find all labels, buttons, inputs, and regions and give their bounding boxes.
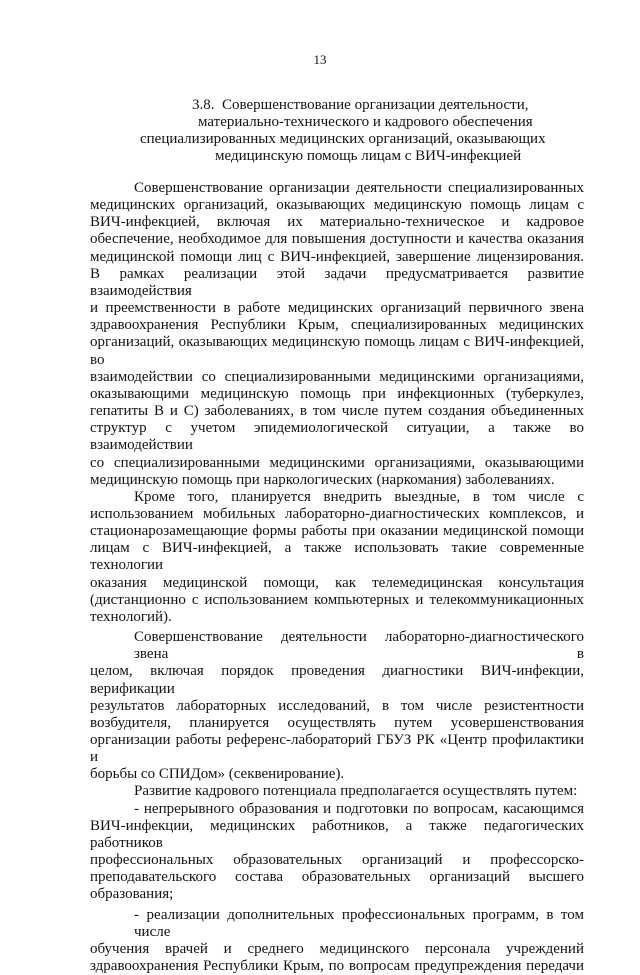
text-line: оказания медицинской помощи, как телемедицинская консультация xyxy=(90,574,584,591)
text-line: профессиональных образовательных организаций и профессорско- xyxy=(90,852,584,869)
text-line: здравоохранения Республики Крым, по вопросам предупреждения передачи xyxy=(90,958,584,975)
text-line: здравоохранения Республики Крым, специализированных медицинских xyxy=(90,317,584,334)
heading-line-2: материально-технического и кадрового обеспечения xyxy=(198,114,533,130)
text-line: медицинской помощи лиц с ВИЧ-инфекцией, завершение лицензирования. xyxy=(90,248,584,265)
text-line: Совершенствование организации деятельности специализированных xyxy=(134,180,584,196)
text-line: структур с учетом эпидемиологической ситуации, а также во взаимодействии xyxy=(90,420,584,454)
text-line: медицинскую помощь при наркологических (наркомания) заболеваниях. xyxy=(90,471,555,488)
text-line: организации работы референс-лабораторий ГБУЗ РК «Центр профилактики и xyxy=(90,732,584,766)
text-line: - реализации дополнительных профессиональных программ, в том числе xyxy=(134,906,584,940)
text-line: целом, включая порядок проведения диагностики ВИЧ-инфекции, верификации xyxy=(90,663,584,697)
heading-line-1: 3.8. Совершенствование организации деятельности, xyxy=(192,97,529,113)
text-line: ВИЧ-инфекции, медицинских работников, а также педагогических работников xyxy=(90,817,584,851)
section-heading xyxy=(140,97,596,165)
text-line: обучения врачей и среднего медицинского персонала учреждений xyxy=(90,940,584,957)
text-line: - непрерывного образования и подготовки по вопросам, касающимся xyxy=(134,800,584,817)
text-line: лицам с ВИЧ-инфекцией, а также использовать такие современные технологии xyxy=(90,540,584,574)
text-line: использованием мобильных лабораторно-диагностических комплексов, и xyxy=(90,505,584,522)
text-line: Развитие кадрового потенциала предполагается осуществлять путем: xyxy=(134,783,578,800)
paragraph-3 xyxy=(90,629,584,783)
text-line: обеспечение, необходимое для повышения доступности и качества оказания xyxy=(90,231,584,248)
heading-line-3: специализированных медицинских организаций, оказывающих xyxy=(140,131,546,147)
text-line: технологий). xyxy=(90,608,172,625)
text-line: гепатиты В и С) заболеваниях, в том числе путем создания объединенных xyxy=(90,403,584,420)
text-line: Совершенствование деятельности лабораторно-диагностического звена в xyxy=(134,629,584,663)
paragraph-6 xyxy=(90,907,584,975)
text-line: образования; xyxy=(90,886,174,903)
text-line: организаций, оказывающих медицинскую помощь лицам с ВИЧ-инфекцией, во xyxy=(90,334,584,368)
paragraph-2 xyxy=(90,489,584,626)
text-line: и преемственности в работе медицинских организаций первичного звена xyxy=(90,300,584,317)
heading-number: 3.8. xyxy=(192,97,215,113)
paragraph-5 xyxy=(90,801,584,904)
text-line: оказывающими медицинскую помощь при инфекционных (туберкулез, xyxy=(90,385,584,402)
text-line: результатов лабораторных исследований, в том числе резистентности xyxy=(90,697,584,714)
text-line: ВИЧ-инфекцией, включая их материально-техническое и кадровое xyxy=(90,214,584,231)
text-line: со специализированными медицинскими организациями, оказывающими xyxy=(90,454,584,471)
text-line: медицинских организаций, оказывающих медицинскую помощь лицам с xyxy=(90,197,584,214)
heading-line-4: медицинскую помощь лицам с ВИЧ-инфекцией xyxy=(215,148,522,164)
text-line: Кроме того, планируется внедрить выездные, в том числе с xyxy=(134,488,584,505)
text-line: борьбы со СПИДом» (секвенирование). xyxy=(90,766,345,783)
text-line: преподавательского состава образовательных организаций высшего xyxy=(90,869,584,886)
text-line: взаимодействии со специализированными медицинскими организациями, xyxy=(90,368,584,385)
document-body xyxy=(90,180,584,975)
paragraph-1 xyxy=(90,180,584,489)
paragraph-4 xyxy=(90,783,584,800)
text-line: стационарозамещающие формы работы при оказании медицинской помощи xyxy=(90,523,584,540)
text-line: возбудителя, планируется осуществлять путем усовершенствования xyxy=(90,714,584,731)
page-number: 13 xyxy=(313,52,327,67)
text-line: (дистанционно с использованием компьютерных и телекоммуникационных xyxy=(90,591,584,608)
text-line: В рамках реализации этой задачи предусматривается развитие взаимодействия xyxy=(90,265,584,299)
